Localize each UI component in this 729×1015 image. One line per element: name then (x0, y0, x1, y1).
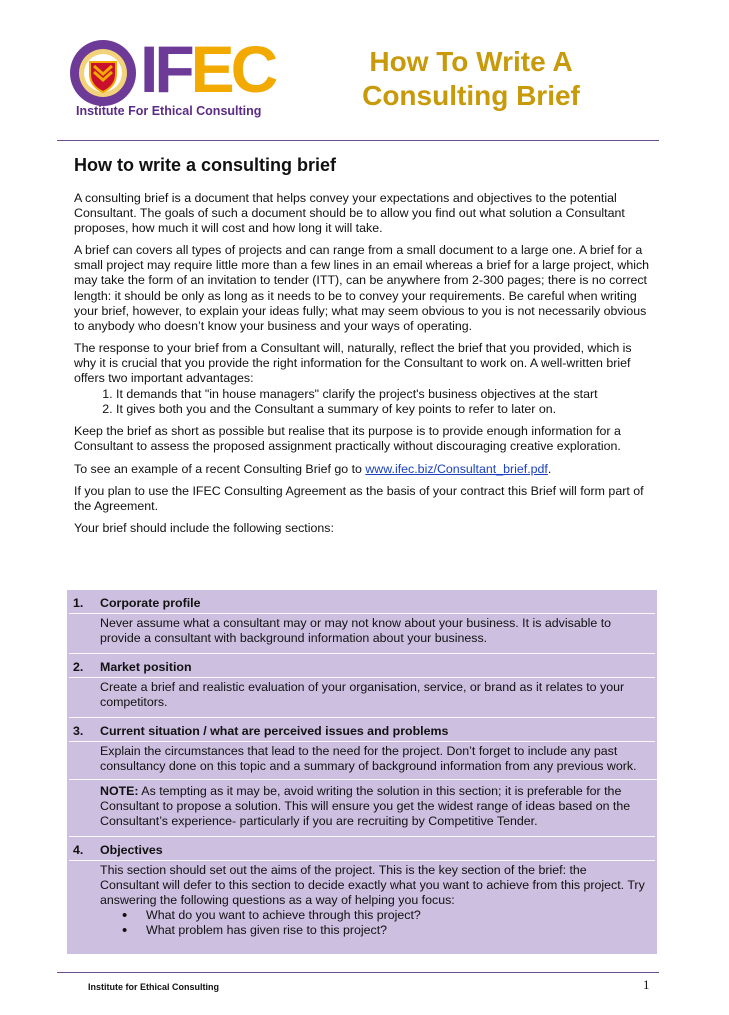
example-brief-link[interactable]: www.ifec.biz/Consultant_brief.pdf (365, 461, 548, 476)
logo-letters-ec: EC (190, 32, 275, 106)
paragraph-sections-intro: Your brief should include the following sections: (74, 520, 334, 535)
divider (69, 613, 655, 614)
sections-table (67, 590, 657, 954)
objectives-questions (100, 908, 647, 938)
section-corporate-profile (67, 590, 657, 653)
document-title-line-2: Consulting Brief (362, 80, 580, 111)
section-note (100, 784, 647, 829)
section-text: Explain the circumstances that lead to the need for the project. Don’t forget to include any past consultancy done on this topic and a summary of background information from any previous work. (100, 744, 637, 774)
main-content (74, 154, 654, 543)
list-item: 2. It gives both you and the Consultant a summary of key points to refer to later on. (116, 402, 654, 417)
section-number: 4. (73, 842, 84, 857)
paragraph-keep-short: Keep the brief as short as possible but realise that its purpose is to provide enough information for a Consultant to assess the proposed assignment practically without discouraging creative exploration. (74, 424, 621, 454)
paragraph-intro: A consulting brief is a document that helps convey your expectations and objectives to the potential Consultant. The goals of such a document should be to allow you find out what solution a Consultant proposes, how much it will cost and how long it will take. (74, 191, 625, 236)
document-title (340, 45, 602, 113)
paragraph-response: The response to your brief from a Consultant will, naturally, reflect the brief that you provided, which is why it is crucial that you provide the right information for the Consultant to work on. A well-written brief offers two important advantages: (74, 340, 632, 386)
section-header (67, 718, 657, 741)
logo-wordmark (140, 32, 274, 106)
section-title: Market position (100, 660, 192, 675)
page-number: 1 (643, 977, 650, 992)
section-body (67, 742, 657, 835)
section-title: Corporate profile (100, 596, 201, 610)
note-label: NOTE: (100, 783, 139, 798)
section-header (67, 654, 657, 677)
section-title: Objectives (100, 842, 163, 857)
logo-caption: Institute For Ethical Consulting (76, 104, 262, 118)
paragraph-agreement: If you plan to use the IFEC Consulting Agreement as the basis of your contract this Brief will form part of the Agreement. (74, 483, 644, 513)
footer-org-name: Institute for Ethical Consulting (88, 982, 219, 992)
footer-divider (57, 972, 659, 973)
advantages-list (74, 387, 654, 417)
section-body (67, 678, 657, 717)
header-divider (57, 140, 659, 141)
section-header (67, 590, 657, 613)
section-number: 3. (73, 724, 84, 739)
divider (69, 677, 655, 678)
section-number: 1. (73, 596, 84, 610)
ifec-logo (68, 32, 275, 120)
section-market-position (67, 654, 657, 717)
section-text: Create a brief and realistic evaluation of your organisation, service, or brand as it relates to your competitors. (100, 680, 625, 710)
divider (69, 741, 655, 742)
divider (69, 779, 657, 780)
section-title: Current situation / what are perceived issues and problems (100, 724, 449, 739)
document-title-line-1: How To Write A (369, 46, 573, 77)
section-text: This section should set out the aims of the project. This is the key section of the brief: the Consultant will defer to this section to decide exactly what you want to achieve from this project. Try answering the following questions as a way of helping you focus: (100, 862, 645, 908)
logo-letters-if: IF (140, 32, 191, 106)
section-body (67, 614, 657, 653)
seal-icon (68, 38, 138, 108)
example-suffix: . (547, 461, 552, 476)
section-objectives (67, 837, 657, 941)
section-heading: How to write a consulting brief (74, 155, 337, 175)
section-body (67, 861, 657, 941)
section-text: Never assume what a consultant may or may not know about your business. It is advisable to provide a consultant with background information about your business. (100, 616, 612, 646)
section-header (67, 837, 657, 860)
section-number: 2. (73, 660, 84, 675)
divider (69, 860, 655, 861)
note-text: As tempting as it may be, avoid writing the solution in this section; it is preferable for the Consultant to propose a solution. This will ensure you get the widest range of ideas based on the Consultant’s experience- particularly if you are recruiting by Competitive Tender. (100, 783, 631, 828)
paragraph-scope: A brief can covers all types of projects and can range from a small document to a large one. A brief for a small project may require little more than a few lines in an email whereas a brief for a large project, which may take the form of an invitation to tender (ITT), can be anywhere from 2-300 pages; there is no correct length: it should be only as long as it needs to be to convey your requirements. Be careful when writing your brief, however, to explain your ideas fully; what may seem obvious to you is not necessarily obvious to anybody who doesn’t know your business and your ways of operating. (74, 243, 650, 333)
list-item: • What do you want to achieve through this project? (146, 908, 647, 923)
list-item: • What problem has given rise to this project? (146, 923, 647, 938)
paragraph-example (74, 462, 654, 477)
example-prefix: To see an example of a recent Consulting Brief go to (74, 461, 366, 476)
section-current-situation (67, 718, 657, 835)
list-item: 1. It demands that "in house managers" clarify the project's business objectives at the start (116, 387, 654, 402)
